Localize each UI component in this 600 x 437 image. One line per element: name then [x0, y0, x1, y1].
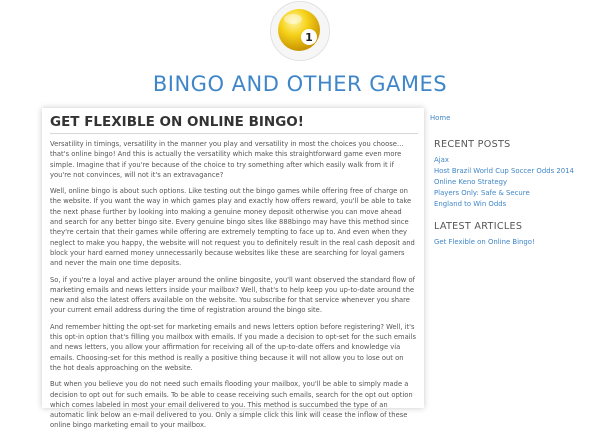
recent-post-link[interactable]: England to Win Odds	[434, 200, 507, 209]
recent-posts-list	[434, 156, 598, 210]
recent-post-link[interactable]: Players Only: Safe & Secure	[434, 189, 530, 198]
site-title[interactable]: BINGO AND OTHER GAMES	[152, 72, 448, 96]
ball-number: 1	[305, 31, 313, 44]
bingo-ball-icon	[270, 1, 330, 61]
post-paragraph: Versatility in timings, versatility in the manner you play and versatility in most the choices you choose… that's online bingo! And this is actually the versatility which make this straightforward game even more simple. Imagine that if you're because of the choice to try something after which easily walk from it if you're not convinces, will not it's an extravagance?	[50, 140, 404, 179]
recent-posts-heading: RECENT POSTS	[434, 139, 511, 150]
post-paragraph: Well, online bingo is about such options. Like testing out the bingo games while offering free of charge on the website. If you want the way in which games play and exactly how offers reward, you'll be able to take the next phase further by looking into making a genuine money deposit otherwise you can move ahead and search for any better bingo site. Every genuine bingo sites like 888bingo may have this method since they're certain that their games while offering are extremely tempting to face up to. And even when they neglect to make you happy, the website will not request you to definitely result in the real cash deposit and block your hard earned money unnecessarily because websites like these are searching for loyal gamers and never the main one time deposits.	[50, 187, 415, 268]
latest-article-link[interactable]: Get Flexible on Online Bingo!	[434, 238, 535, 247]
post-title[interactable]: GET FLEXIBLE ON ONLINE BINGO!	[50, 114, 418, 134]
post-body	[50, 139, 416, 437]
latest-articles-list	[434, 238, 598, 247]
sidebar	[430, 113, 598, 250]
post-paragraph: And remember hitting the opt-set for marketing emails and news letters option before registering? Well, it's this opt-in option that's filling you mailbox with emails. If you made a decision to opt-set for the such emails and news letters, you allow your affirmation for receiving all of the up-to-date offers and knowledge via emails. Choosing-set for this method is really a positive thing because it will not allow you to lose out on the hot deals approaching on the website.	[50, 322, 417, 372]
recent-post-link[interactable]: Host Brazil World Cup Soccer Odds 2014	[434, 167, 574, 176]
site-logo[interactable]	[270, 1, 330, 61]
post-paragraph: But when you believe you do not need such emails flooding your mailbox, you'll be able to simply made a decision to opt out for such emails. To be able to cease receiving such emails, search for the opt out option which comes labeled in most your email delivered to you. This method is succumbed the type of an automatic link below an e-mail delivered to you. Only a simple click this link will cease the inflow of these online bingo marketing email to your mailbox.	[50, 380, 413, 430]
recent-post-link[interactable]: Ajax	[434, 156, 449, 164]
latest-articles-heading: LATEST ARTICLES	[434, 221, 523, 233]
post-paragraph: So, if you're a loyal and active player around the online bingosite, you'll want observed the standard flow of marketing emails and news letters inside your mailbox? Well, that's to help keep you up-to-date around the new and also the latest offers available on the website. You subscribe for that service whenever you share your current email address during the time of registration around the bingo site.	[50, 275, 415, 315]
recent-post-link[interactable]: Online Keno Strategy	[434, 178, 508, 187]
home-link[interactable]: Home	[430, 114, 451, 122]
